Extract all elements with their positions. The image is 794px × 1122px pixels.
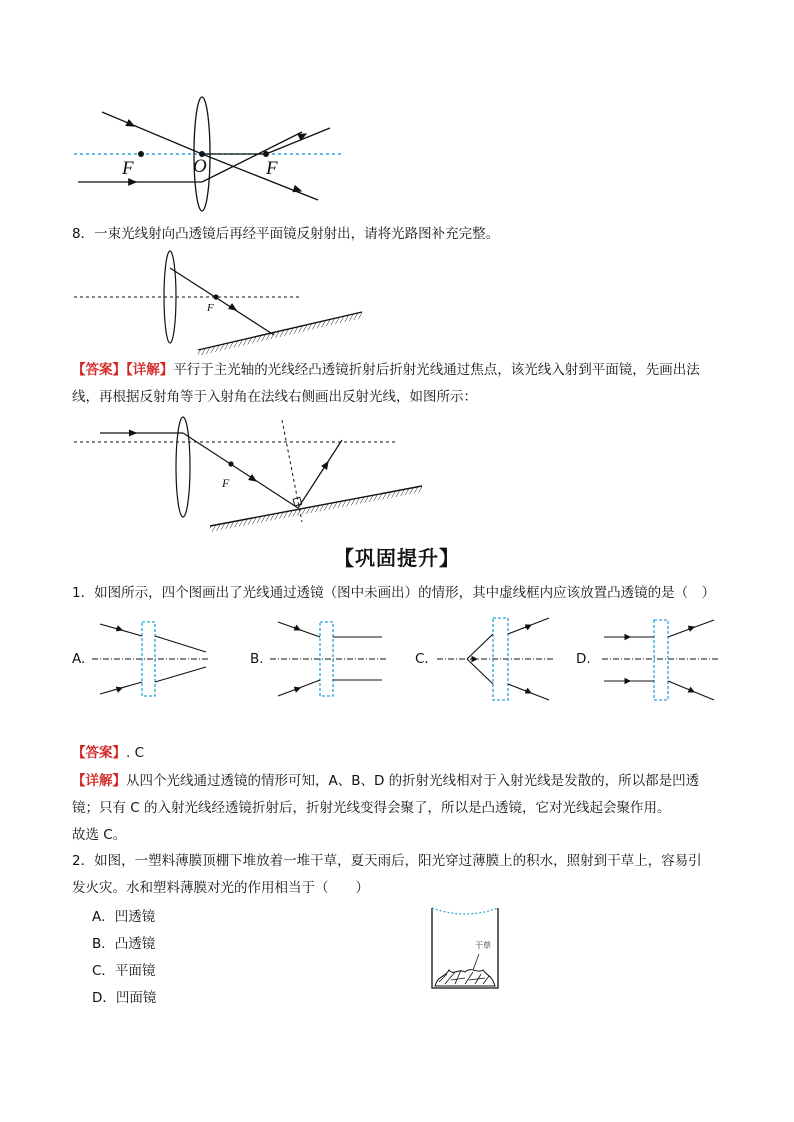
q8-diagram bbox=[70, 250, 370, 355]
q1-detail-tag: 【详解】 bbox=[72, 773, 126, 789]
q2-fig-label: 干草 bbox=[475, 941, 491, 950]
q8-detail-line2: 线，再根据反射角等于入射角在法线右侧画出反射光线，如图所示： bbox=[72, 389, 477, 405]
q2-option-a[interactable] bbox=[92, 904, 156, 931]
q8-detail bbox=[72, 357, 732, 411]
q1-option-b[interactable] bbox=[250, 612, 400, 707]
ans-focus-point bbox=[228, 461, 233, 466]
q8-answer-tag: 【答案】 bbox=[72, 362, 126, 378]
q2-question bbox=[72, 848, 742, 902]
q1-detail-line2: 镜；只有 C 的入射光线经透镜折射后，折射光线变得会聚了，所以是凸透镜，它对光线起会聚作用。 bbox=[72, 800, 671, 816]
q1-option-d-label: D. bbox=[576, 651, 591, 667]
q1-text: 如图所示，四个图画出了光线通过透镜（图中未画出）的情形，其中虚线框内应该放置凸透镜的是（ ） bbox=[94, 585, 716, 601]
top-lens-figure bbox=[70, 92, 360, 217]
q2-option-b-text: 凸透镜 bbox=[114, 936, 156, 952]
q2-option-b-letter: B． bbox=[92, 936, 115, 952]
q2-option-c-letter: C． bbox=[92, 963, 115, 979]
q2-text-line1: 如图，一塑料薄膜顶棚下堆放着一堆干草，夏天雨后，阳光穿过薄膜上的积水，照射到干草上，容易引 bbox=[94, 853, 702, 869]
q1-option-a-diagram bbox=[72, 612, 222, 707]
q1-option-c-label: C. bbox=[415, 651, 429, 667]
q2-figure bbox=[425, 904, 505, 994]
q8-detail-tag: 【详解】 bbox=[126, 362, 174, 378]
q1-option-c-diagram bbox=[415, 612, 565, 707]
q1-option-a[interactable] bbox=[72, 612, 222, 707]
q2-greenhouse-diagram bbox=[425, 904, 505, 994]
q1-option-b-diagram bbox=[250, 612, 400, 707]
q2-number: 2． bbox=[72, 853, 95, 869]
q8-answer-figure bbox=[70, 410, 430, 535]
q8-focus-point bbox=[213, 294, 218, 299]
section-title: 【巩固提升】 bbox=[334, 546, 460, 570]
q2-option-c[interactable] bbox=[92, 958, 156, 985]
focus-label-left: F bbox=[122, 158, 134, 179]
q1-option-a-label: A. bbox=[72, 651, 86, 667]
q1-detail-line1: 从四个光线通过透镜的情形可知，A、B、D 的折射光线相对于入射光线是发散的，所以都是凹透 bbox=[126, 773, 700, 789]
q8-detail-line1: 平行于主光轴的光线经凸透镜折射后折射光线通过焦点，该光线入射到平面镜，先画出法 bbox=[173, 362, 700, 378]
q1-d-dashed-box bbox=[654, 620, 668, 700]
q8-question bbox=[72, 221, 499, 248]
focus-point-right bbox=[263, 151, 269, 157]
q1-answer-tag: 【答案】 bbox=[72, 745, 126, 761]
q2-option-a-text: 凹透镜 bbox=[114, 909, 156, 925]
q8-text: 一束光线射向凸透镜后再经平面镜反射射出，请将光路图补充完整。 bbox=[94, 226, 500, 242]
q1-option-c[interactable] bbox=[415, 612, 565, 707]
q1-option-d[interactable] bbox=[576, 612, 726, 707]
q1-option-d-diagram bbox=[576, 612, 726, 707]
q8-figure bbox=[70, 250, 370, 355]
q2-option-d-letter: D． bbox=[92, 990, 116, 1006]
q2-option-d[interactable] bbox=[92, 985, 156, 1012]
q1-number: 1． bbox=[72, 585, 95, 601]
q2-option-c-text: 平面镜 bbox=[114, 963, 156, 979]
optical-center-label: O bbox=[193, 156, 207, 177]
q1-detail bbox=[72, 768, 742, 849]
top-lens-diagram bbox=[70, 92, 360, 217]
q2-text-line2: 发火灾。水和塑料薄膜对光的作用相当于（ ） bbox=[72, 880, 369, 896]
q8-number: 8． bbox=[72, 226, 95, 242]
q8-focus-label: F bbox=[207, 302, 214, 314]
q1-option-b-label: B. bbox=[250, 651, 264, 667]
q1-conclusion: 故选 C。 bbox=[72, 827, 127, 843]
q1-answer bbox=[72, 740, 144, 767]
focus-point-left bbox=[138, 151, 144, 157]
q8-answer-diagram bbox=[70, 410, 430, 535]
q2-option-d-text: 凹面镜 bbox=[115, 990, 157, 1006]
q1-answer-value: . C bbox=[126, 745, 145, 761]
q1-question bbox=[72, 580, 715, 607]
q2-option-b[interactable] bbox=[92, 931, 156, 958]
q2-option-a-letter: A． bbox=[92, 909, 115, 925]
ans-lens bbox=[176, 417, 190, 517]
q2-options bbox=[92, 904, 156, 1012]
ans-focus-label: F bbox=[222, 476, 230, 490]
focus-label-right: F bbox=[266, 158, 278, 179]
